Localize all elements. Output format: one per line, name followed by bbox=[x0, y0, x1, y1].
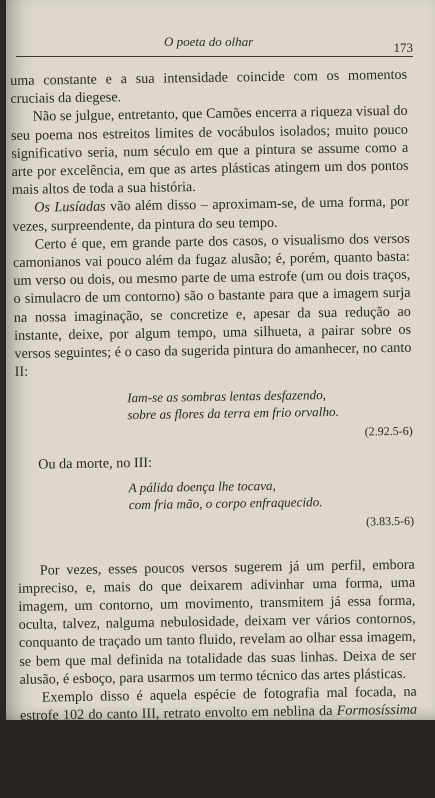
verse-line: Iam-se as sombras lentas desfazendo, bbox=[127, 387, 327, 406]
running-head: O poeta do olhar bbox=[164, 34, 254, 49]
verse-quote bbox=[128, 474, 414, 533]
italic-span: Formosíssima Maria bbox=[20, 701, 418, 743]
verse-reference: (3.83.5-6) bbox=[365, 513, 415, 529]
verse-quote bbox=[127, 385, 413, 444]
paragraph: Não se julgue, entretanto, que Camões encerra a riqueza visual do seu poema nos estreitos limites de vocábulos isolados; muito pouco significativo seria, num século em que a pintura se assume como a arte por excelência, em que as artes plásticas atingem um dos pontos mais altos de toda a sua história. bbox=[10, 103, 409, 199]
paragraph: Ou da morte, no III: bbox=[38, 455, 153, 474]
verse-reference: (2.92.5-6) bbox=[364, 424, 413, 439]
body-text bbox=[10, 66, 418, 798]
paragraph: uma constante e a sua intensidade coincide com os momentos cruciais da diegese. bbox=[10, 66, 408, 108]
verse-line: A pálida doença lhe tocava, bbox=[128, 477, 276, 495]
paragraph: Certo é que, em grande parte dos casos, o visualismo dos versos camonianos vai pouco além da fugaz alusão; é, porém, quanto basta: um verso ou dois, ou mesmo parte de uma estrofe (um ou dois traços, o simulacro de um contorno) são o bastante para que a imagem surja na nossa imaginação, se concretize e, apesar da sua redução ao instante, deixe, por algum tempo, uma silhueta, a pairar sobre os versos seguintes; é o caso da sugerida pintura do amanhecer, no canto II: bbox=[12, 230, 412, 381]
paragraph: Por vezes, esses poucos versos sugerem já um perfil, embora impreciso, e, mais do que deixarem adivinhar uma forma, uma imagem, um contorno, um movimento, transmitem já essa forma, oculta, talvez, nalguma nebulosidade, deixam ver vários contornos, conquanto de traçado um tanto fluido, revelam ao olhar essa imagem, se bem que mal definida na totalidade das suas linhas. Deixa de ser alusão, é esboço, para usarmos um termo técnico das artes plásticas. bbox=[17, 556, 417, 688]
paragraph: Os Lusíadas vão além disso – aproximam-se, de uma forma, por vezes, surpreendente, da pintura do seu tempo. bbox=[12, 194, 410, 235]
book-page bbox=[6, 0, 435, 798]
page-header bbox=[16, 32, 413, 57]
paragraph: Exemplo disso é aquela espécie de fotografia mal focada, na estrofe 102 do canto III, retrato envolto em neblina da Formosíssima Maria, onde apenas um rosto, uma nuca, uns ombros parecem deixar ver algumas linhas (as linhas de um esboço); ou a gravura a traços rápidos do escorbuto, no canto V, óptima ilustração para livro de medicina tropical. bbox=[19, 683, 419, 798]
page-number: 173 bbox=[393, 40, 413, 55]
verse-line: com fria mão, o corpo enfraquecido. bbox=[128, 493, 323, 512]
verse-line: sobre as flores da terra em frio orvalho. bbox=[127, 404, 339, 423]
italic-span: Os Lusíadas bbox=[34, 198, 106, 217]
